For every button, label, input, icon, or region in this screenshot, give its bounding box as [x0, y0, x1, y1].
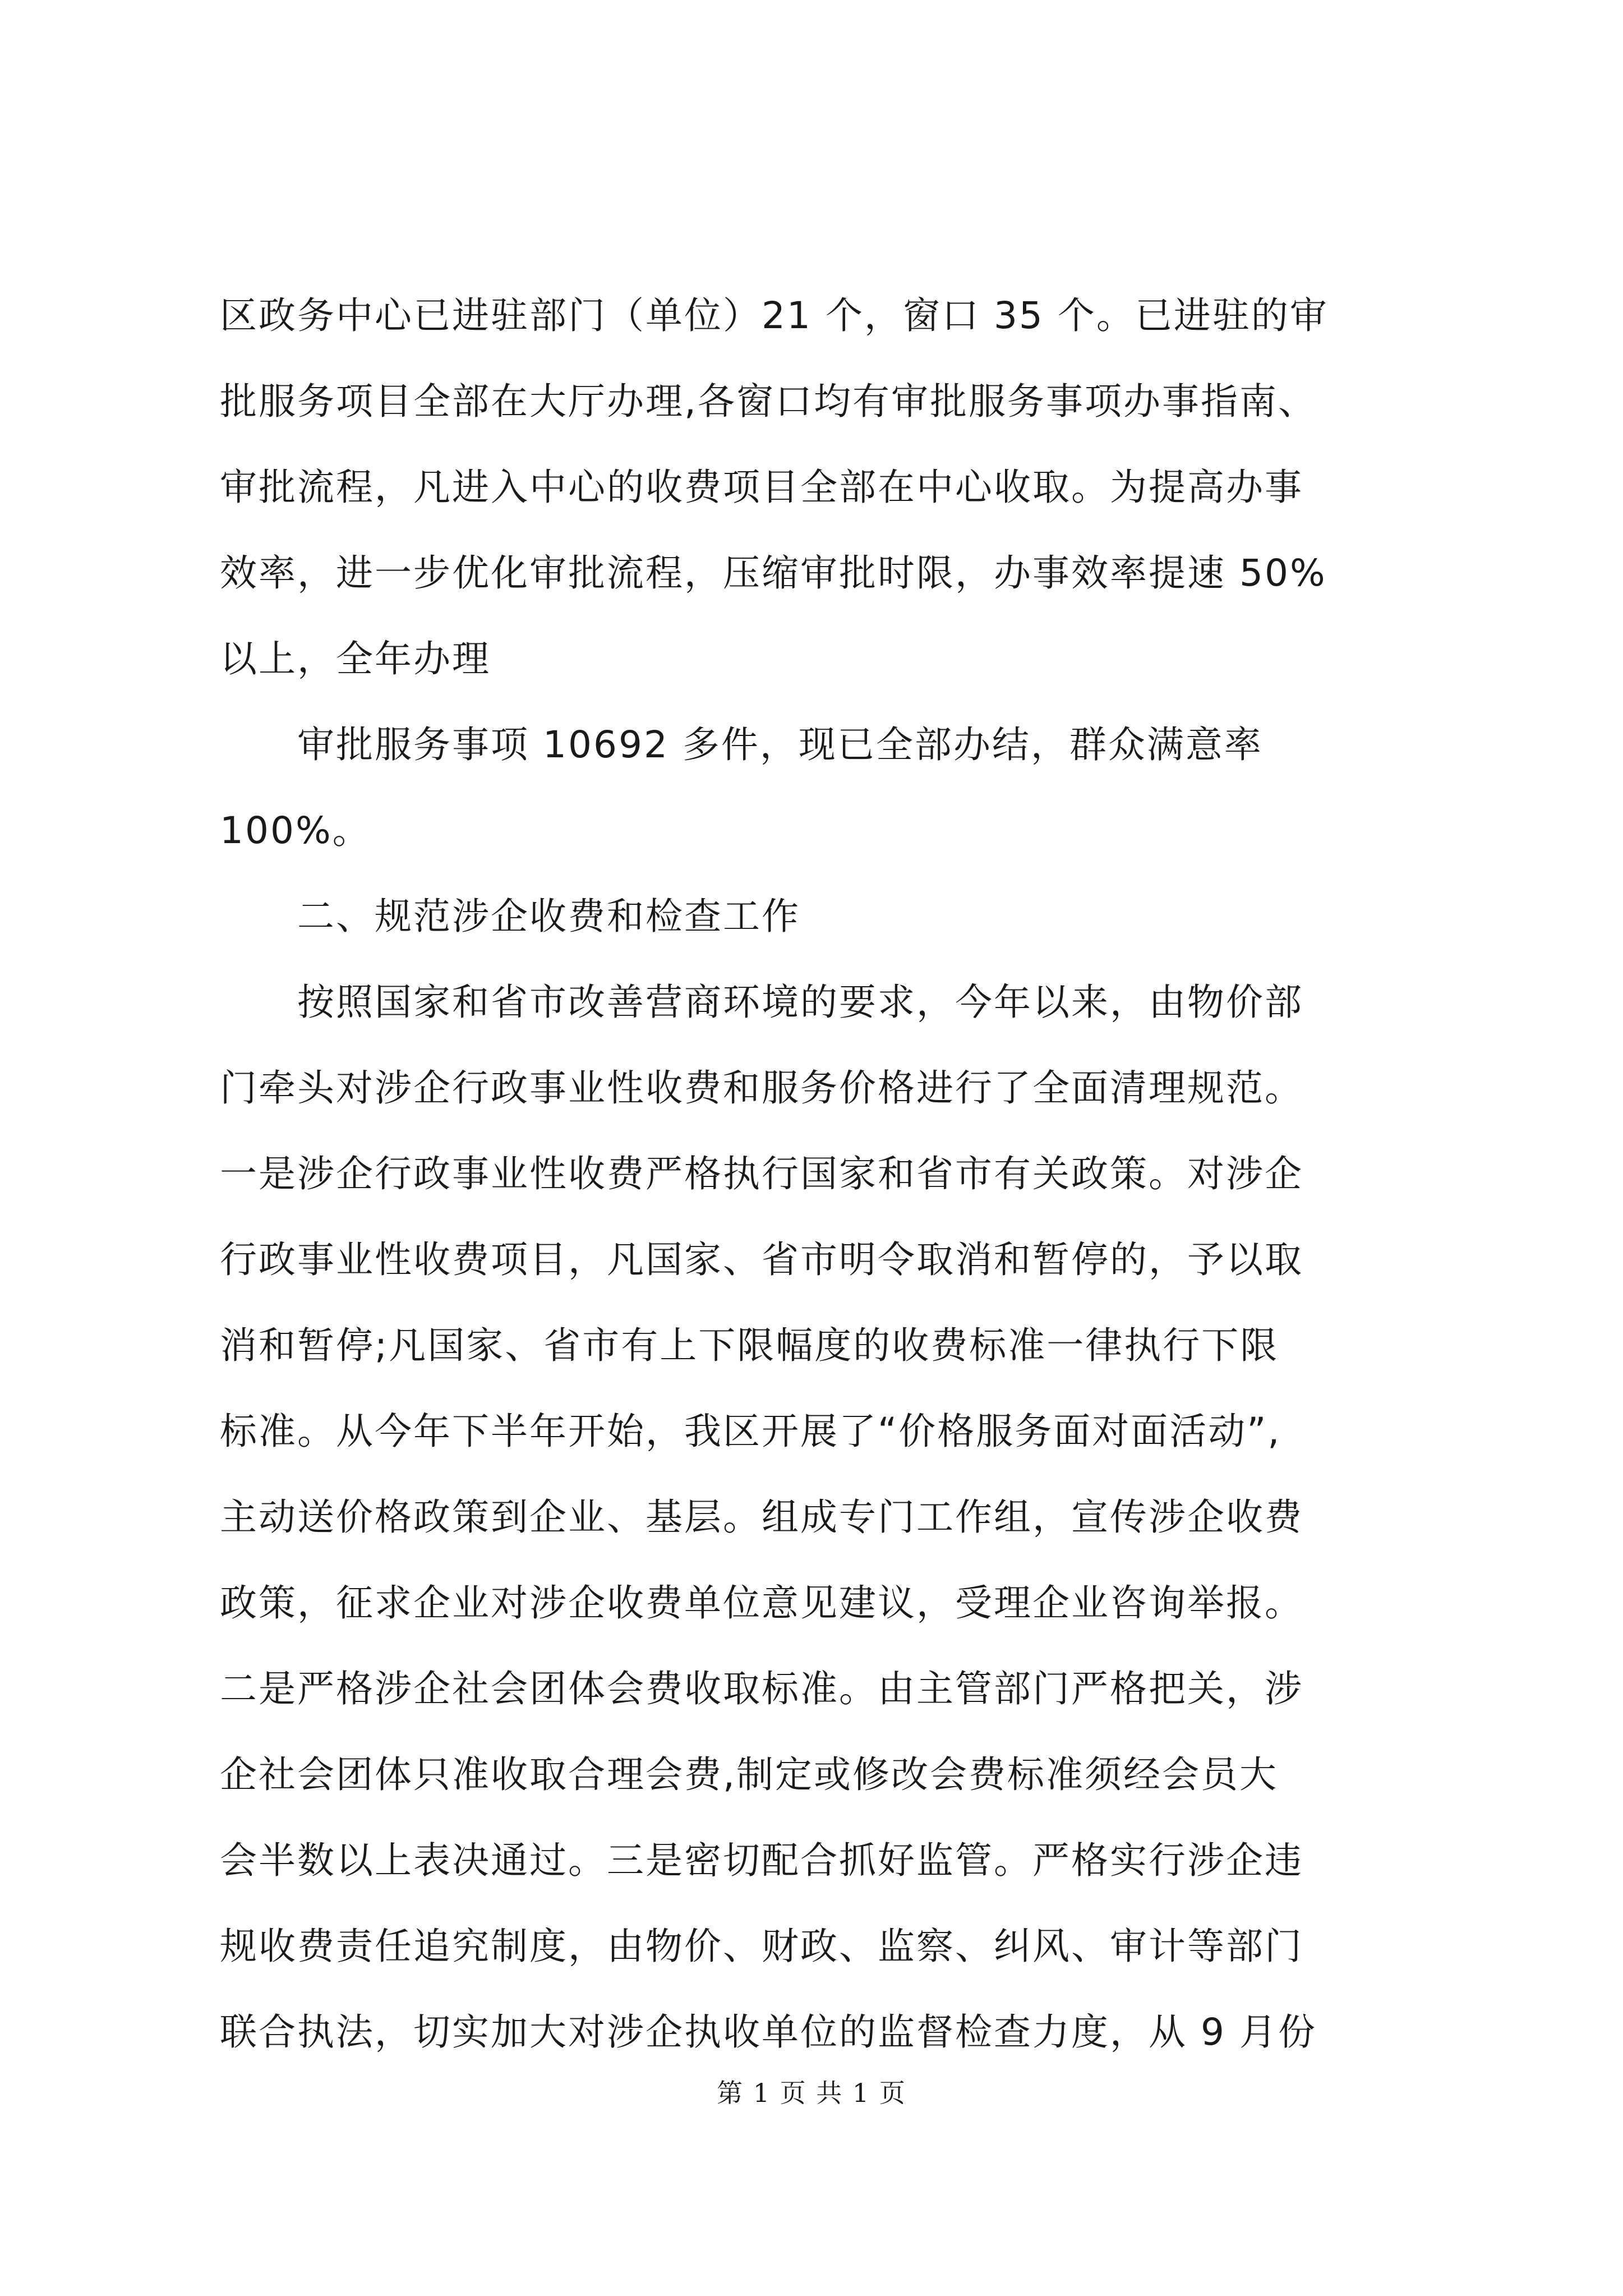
- page-footer: 第 1 页 共 1 页: [717, 2078, 906, 2108]
- section-heading: 二、规范涉企收费和检查工作: [220, 895, 800, 938]
- text-line: 100%。: [220, 809, 371, 852]
- text-line: 效率，进一步优化审批流程，压缩审批时限，办事效率提速 50%: [220, 551, 1327, 595]
- text-line: 消和暂停;凡国家、省市有上下限幅度的收费标准一律执行下限: [220, 1324, 1279, 1367]
- text-line: 主动送价格政策到企业、基层。组成专门工作组，宣传涉企收费: [220, 1496, 1303, 1539]
- text-line: 以上，全年办理: [220, 637, 491, 680]
- text-line: 联合执法，切实加大对涉企执收单位的监督检查力度，从 9 月份: [220, 2010, 1317, 2054]
- text-line: 门牵头对涉企行政事业性收费和服务价格进行了全面清理规范。: [220, 1066, 1303, 1110]
- text-line: 按照国家和省市改善营商环境的要求，今年以来，由物价部: [220, 981, 1303, 1024]
- text-line: 规收费责任追究制度，由物价、财政、监察、纠风、审计等部门: [220, 1925, 1303, 1968]
- body-text: [220, 273, 1462, 2075]
- text-line: 政策，征求企业对涉企收费单位意见建议，受理企业咨询举报。: [220, 1581, 1303, 1625]
- text-line: 标准。从今年下半年开始，我区开展了“价格服务面对面活动”,: [220, 1410, 1281, 1453]
- text-line: 审批服务事项 10692 多件，现已全部办结，群众满意率: [220, 723, 1263, 766]
- text-line: 二是严格涉企社会团体会费收取标准。由主管部门严格把关，涉: [220, 1667, 1303, 1710]
- text-line: 审批流程，凡进入中心的收费项目全部在中心收取。为提高办事: [220, 466, 1303, 509]
- text-line: 企社会团体只准收取合理会费,制定或修改会费标准须经会员大: [220, 1753, 1278, 1796]
- text-line: 一是涉企行政事业性收费严格执行国家和省市有关政策。对涉企: [220, 1152, 1303, 1195]
- text-line: 批服务项目全部在大厅办理,各窗口均有审批服务事项办事指南、: [220, 380, 1317, 423]
- text-line: 会半数以上表决通过。三是密切配合抓好监管。严格实行涉企违: [220, 1839, 1303, 1882]
- text-line: 行政事业性收费项目，凡国家、省市明令取消和暂停的，予以取: [220, 1238, 1303, 1281]
- text-line: 区政务中心已进驻部门（单位）21 个，窗口 35 个。已进驻的审: [220, 294, 1329, 337]
